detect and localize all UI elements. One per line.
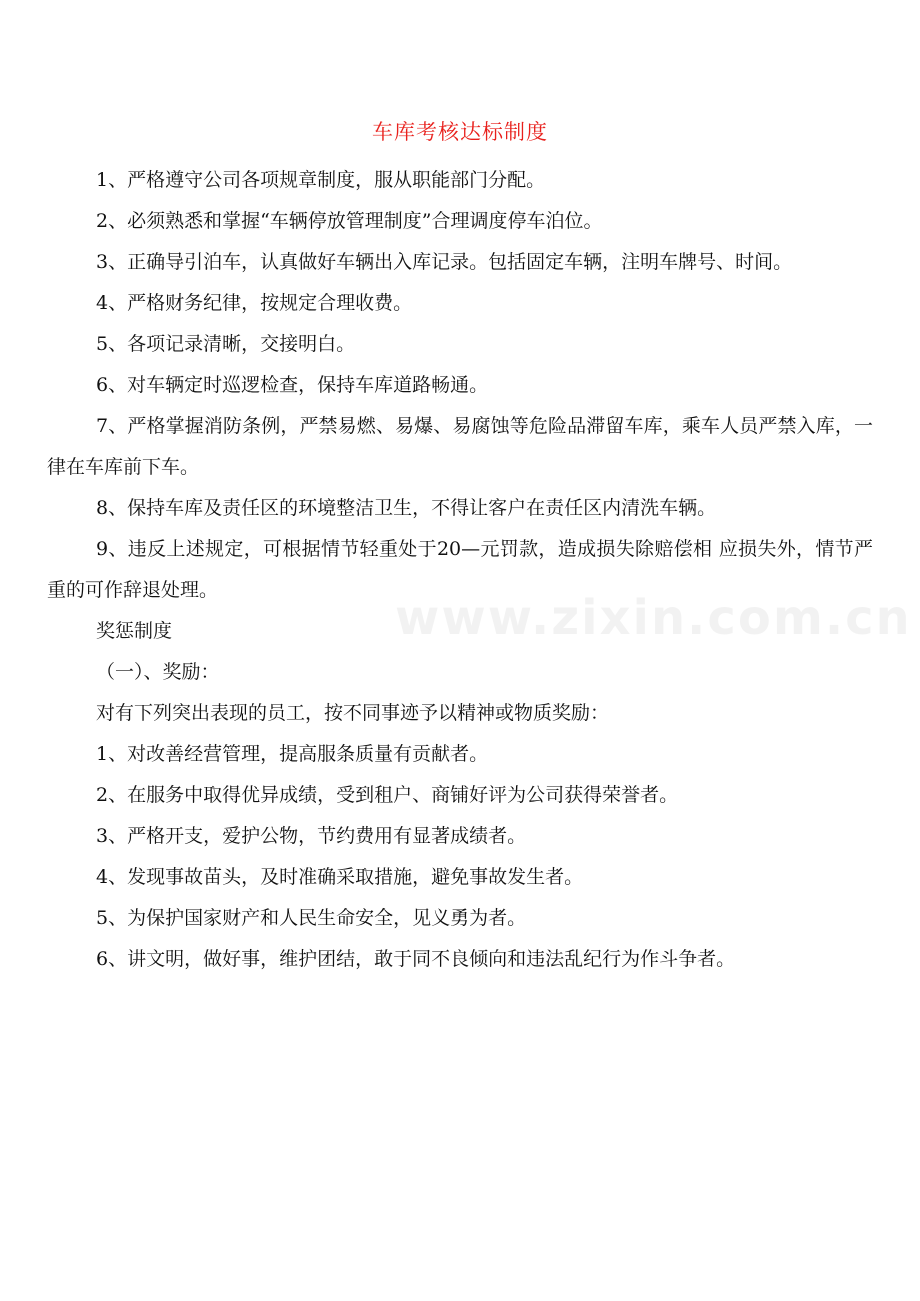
reward-item-1: 1、对改善经营管理，提高服条质量有贡献者。 bbox=[96, 743, 489, 765]
watermark: www.zixin.com.cn bbox=[395, 590, 912, 646]
paragraph-5: 5、各项记录清晰，交接明白。 bbox=[96, 333, 356, 355]
paragraph-1: 1、严格遵守公司各项规章制度，服从职能部门分配。 bbox=[96, 169, 546, 191]
section-heading-rewards-penalties: 奖惩制度 bbox=[96, 620, 173, 642]
document-body bbox=[47, 160, 873, 980]
document-title: 车库考核达标制度 bbox=[372, 120, 548, 144]
paragraph-9: 9、违反上述规定，可根据情节轻重处于20—元罚款，造成损失除赔偿相 应损失外，情节严重的可作辞退处理。 bbox=[47, 538, 873, 601]
paragraph-4: 4、严格财务纪律，按规定合理收费。 bbox=[96, 292, 413, 314]
rewards-intro: 对有下列突出表现的员工，按不同事迹予以精神或物质奖励： bbox=[96, 702, 610, 724]
paragraph-6: 6、对车辆定时巡逻检查，保持车库道路畅通。 bbox=[96, 374, 489, 396]
reward-item-3: 3、严格开支，爱护公物，节约费用有显著成绩者。 bbox=[96, 825, 527, 847]
paragraph-7: 7、严格掌握消防条例，严禁易燃、易爆、易腐蚀等危险品滞留车库，乘车人员严禁入库，一律在车库前下车。 bbox=[47, 415, 873, 478]
paragraph-2: 2、必须熟悉和掌握“车辆停放管理制度”合理调度停车泊位。 bbox=[96, 210, 603, 232]
reward-item-6: 6、讲文明，做好事，维护团结，敢于同不良倾向和违法乱纪行为作斗争者。 bbox=[96, 948, 736, 970]
paragraph-3: 3、正确导引泊车，认真做好车辆出入库记录。包括固定车辆，注明车牌号、时间。 bbox=[96, 251, 793, 273]
reward-item-2: 2、在服务中取得优异成绩，受到租户、商铺好评为公司获得荣誉者。 bbox=[96, 784, 679, 806]
subsection-heading-rewards: （一）、奖励： bbox=[96, 661, 220, 683]
reward-item-5: 5、为保护国家财产和人民生命安全，见义勇为者。 bbox=[96, 907, 527, 929]
reward-item-4: 4、发现事故苗头，及时准确采取措施，避免事故发生者。 bbox=[96, 866, 584, 888]
paragraph-8: 8、保持车库及责任区的环境整洁卫生，不得让客户在责任区内清洗车辆。 bbox=[96, 497, 717, 519]
